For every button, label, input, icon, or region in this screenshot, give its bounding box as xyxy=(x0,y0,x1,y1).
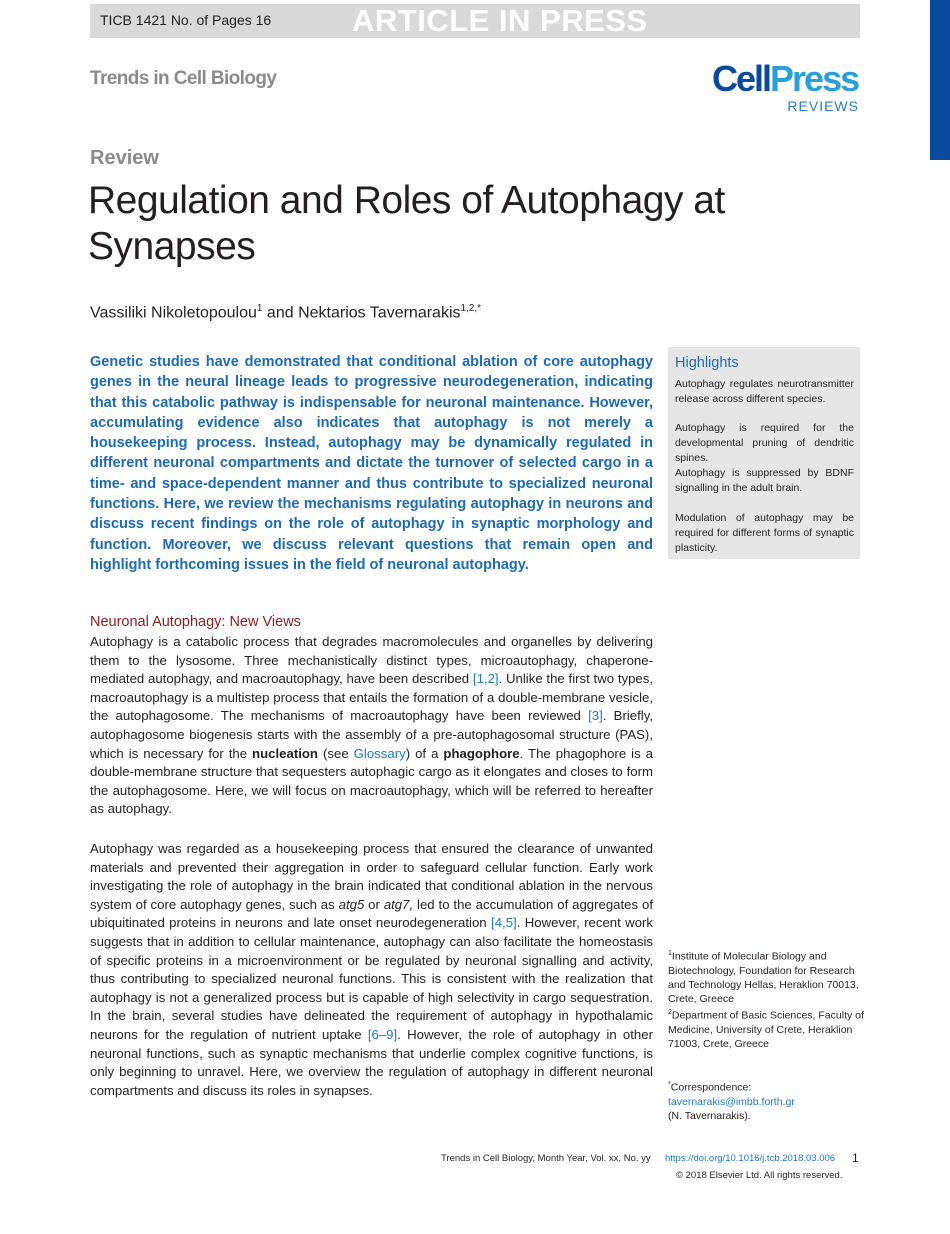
gene-name: atg7, xyxy=(383,896,414,912)
abstract: Genetic studies have demonstrated that conditional ablation of core autophagy genes in the neural lineage leads to progressive neurodegeneration, indicating that this catabolic pathway is indispensable for neuronal maintenance. However, accumulating evidence also indicates that autophagy is not merely a housekeeping process. Instead, autophagy may be dynamically regulated in different neuronal compartments and dictate the turnover of selected cargo in a time- and space-dependent manner and thus contribute to specialized neuronal functions. Here, we review the mechanisms regulating autophagy in neurons and discuss recent findings on the role of autophagy in synaptic morphology and function. Moreover, we discuss relevant questions that remain open and highlight forthcoming issues in the field of neuronal autophagy. xyxy=(90,354,653,573)
logo-cell: Cell xyxy=(712,58,771,99)
footer-citation: Trends in Cell Biology, Month Year, Vol. xx, No. yy xyxy=(441,1153,651,1164)
glossary-link[interactable]: Glossary xyxy=(353,745,406,761)
highlight-item: Autophagy is required for the developmental pruning of dendritic spines. xyxy=(675,422,854,464)
cellpress-logo xyxy=(712,58,862,116)
body-paragraph: Autophagy was regarded as a housekeeping process that ensured the clearance of unwanted materials and prevented their aggregation in order to safeguard cellular function. Early work investigating the role of autophagy in the brain indicated that conditional ablation in the nervous system of core autophagy genes, such as atg5 or atg7, led to the accumulation of aggregates of ubiquitinated proteins in neurons and late onset neurodegeneration [4,5]. However, recent work suggests that in addition to cellular maintenance, autophagy can also facilitate the homeostasis of specific proteins in a microenvironment or be regulated by neuronal signalling and activity, thus contributing to specialized neuronal functions. This is consistent with the realization that autophagy is not a generalized process but is capable of high selectivity in cargo sequestration. In the brain, several studies have delineated the requirement of autophagy in hypothalamic neurons for the regulation of nutrient uptake [6–9]. However, the role of autophagy in other neuronal functions, such as synaptic mechanisms that underlie complex cognitive functions, is only beginning to unravel. Here, we overview the regulation of autophagy in different neuronal compartments and discuss its roles in synapses. xyxy=(90,841,654,1098)
author-affiliation-marker: 1,2,* xyxy=(460,303,482,314)
doi-link[interactable]: https://doi.org/10.1016/j.tcb.2018.03.006 xyxy=(665,1153,836,1164)
author-list xyxy=(90,303,481,322)
glossary-term: phagophore xyxy=(443,745,520,761)
logo-press: Press xyxy=(770,58,859,99)
section-heading: Neuronal Autophagy: New Views xyxy=(90,614,301,630)
running-header xyxy=(90,4,860,38)
affiliations: $^1$Institute of Molecular Biology and Biotechnology, Foundation for Research and Technology Hellas, Heraklion 70013, Crete, Greece $^2$Department of Basic Sciences, Faculty of Medicine, University of Crete, Heraklion 71003, Crete, Greece xyxy=(668,950,864,1051)
article-type: Review xyxy=(90,147,159,169)
copyright: © 2018 Elsevier Ltd. All rights reserved. xyxy=(676,1170,843,1181)
author-name: Vassiliki Nikoletopoulou xyxy=(90,304,257,322)
article-id: TICB 1421 No. of Pages 16 xyxy=(100,12,272,28)
highlight-item: Autophagy is suppressed by BDNF signalling in the adult brain. xyxy=(675,467,854,494)
glossary-term: nucleation xyxy=(252,745,318,761)
author-affiliation-marker: 1 xyxy=(256,303,263,314)
author-name: Nektarios Tavernarakis xyxy=(298,304,461,322)
body-paragraph: Autophagy is a catabolic process that degrades macromolecules and organelles by delivering them to the lysosome. Three mechanistically distinct types, microautophagy, chaperone-mediated autophagy, and macroautophagy, have been described [1,2]. Unlike the first two types, macroautophagy is a multistep process that entails the formation of a double-membrane vesicle, the autophagosome. The mechanisms of macroautophagy have been reviewed [3]. Briefly, autophagosome biogenesis starts with the assembly of a pre-autophagosomal structure (PAS), which is necessary for the nucleation (see Glossary) of a phagophore. The phagophore is a double-membrane structure that sequesters autophagic cargo as it elongates and closes to form the autophagosome. Here, we will focus on macroautophagy, which will be referred to hereafter as autophagy. xyxy=(90,634,653,817)
logo-reviews: REVIEWS xyxy=(787,98,859,114)
correspondence: *Correspondence: tavernarakis@imbb.forth.gr (N. Tavernarakis). xyxy=(668,1081,795,1122)
correspondence-email-link[interactable]: tavernarakis@imbb.forth.gr xyxy=(668,1095,795,1108)
highlights-title: Highlights xyxy=(675,355,739,371)
page-number: 1 xyxy=(852,1151,859,1165)
highlight-item: Autophagy regulates neurotransmitter release across different species. xyxy=(675,378,854,405)
citation-link[interactable]: [4,5] xyxy=(491,915,517,931)
citation-link[interactable]: [3] xyxy=(588,708,603,724)
highlights-box xyxy=(668,347,860,559)
article-in-press-banner: ARTICLE IN PRESS xyxy=(352,3,648,38)
side-tab xyxy=(930,0,950,160)
author-conjunction: and xyxy=(262,304,299,322)
highlight-item: Modulation of autophagy may be required for different forms of synaptic plasticity. xyxy=(675,512,854,554)
gene-name: atg5 xyxy=(338,896,365,912)
citation-link[interactable]: [6–9] xyxy=(367,1026,398,1042)
article-title: Regulation and Roles of Autophagy at Synapses xyxy=(88,179,725,268)
journal-name: Trends in Cell Biology xyxy=(90,68,277,89)
citation-link[interactable]: [1,2] xyxy=(472,671,499,687)
